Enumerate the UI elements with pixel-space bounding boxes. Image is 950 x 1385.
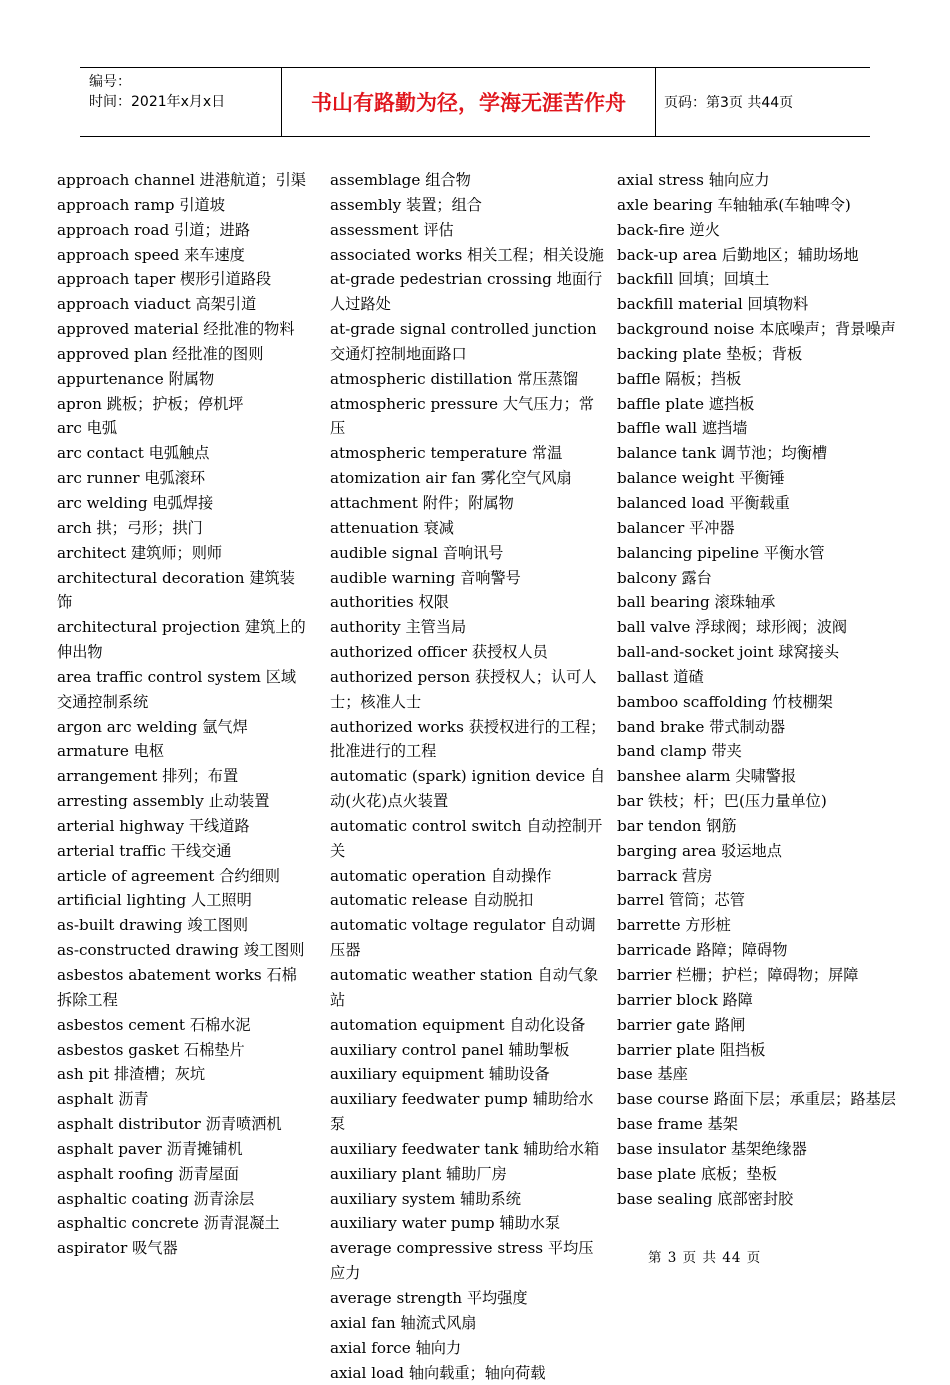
glossary-entry: authorized officer 获授权人员 (330, 640, 606, 665)
glossary-entry: base plate 底板；垫板 (617, 1162, 897, 1187)
glossary-entry: axial stress 轴向应力 (617, 168, 897, 193)
glossary-entry: automatic voltage regulator 自动调压器 (330, 913, 606, 963)
glossary-entry: audible signal 音响讯号 (330, 541, 606, 566)
glossary-entry: back-up area 后勤地区；辅助场地 (617, 243, 897, 268)
glossary-entry: approved material 经批准的物料 (57, 317, 309, 342)
glossary-entry: backing plate 垫板；背板 (617, 342, 897, 367)
glossary-entry: backfill 回填；回填土 (617, 267, 897, 292)
glossary-entry: assessment 评估 (330, 218, 606, 243)
glossary-entry: auxiliary control panel 辅助掣板 (330, 1038, 606, 1063)
glossary-entry: ball valve 浮球阀；球形阀；波阀 (617, 615, 897, 640)
glossary-entry: back-fire 逆火 (617, 218, 897, 243)
glossary-entry: automatic operation 自动操作 (330, 864, 606, 889)
glossary-entry: arc 电弧 (57, 416, 309, 441)
glossary-entry: band brake 带式制动器 (617, 715, 897, 740)
glossary-entry: barrier gate 路闸 (617, 1013, 897, 1038)
glossary-entry: barrier block 路障 (617, 988, 897, 1013)
glossary-entry: automatic weather station 自动气象站 (330, 963, 606, 1013)
glossary-entry: attenuation 衰减 (330, 516, 606, 541)
glossary-entry: asbestos gasket 石棉垫片 (57, 1038, 309, 1063)
glossary-entry: base 基座 (617, 1062, 897, 1087)
glossary-entry: base frame 基架 (617, 1112, 897, 1137)
glossary-entry: band clamp 带夹 (617, 739, 897, 764)
glossary-entry: barrier plate 阻挡板 (617, 1038, 897, 1063)
glossary-entry: balancer 平冲器 (617, 516, 897, 541)
header-page-number: 页码：第3页 共44页 (656, 68, 870, 136)
glossary-entry: ash pit 排渣槽；灰坑 (57, 1062, 309, 1087)
glossary-entry: associated works 相关工程；相关设施 (330, 243, 606, 268)
glossary-entry: ball bearing 滚珠轴承 (617, 590, 897, 615)
glossary-entry: arc contact 电弧触点 (57, 441, 309, 466)
glossary-entry: atomization air fan 雾化空气风扇 (330, 466, 606, 491)
glossary-entry: ball-and-socket joint 球窝接头 (617, 640, 897, 665)
glossary-entry: at-grade signal controlled junction 交通灯控制地面路口 (330, 317, 606, 367)
glossary-entry: asphalt distributor 沥青喷洒机 (57, 1112, 309, 1137)
glossary-entry: atmospheric distillation 常压蒸馏 (330, 367, 606, 392)
glossary-entry: armature 电枢 (57, 739, 309, 764)
glossary-entry: attachment 附件；附属物 (330, 491, 606, 516)
glossary-entry: auxiliary feedwater tank 辅助给水箱 (330, 1137, 606, 1162)
glossary-entry: appurtenance 附属物 (57, 367, 309, 392)
glossary-entry: axle bearing 车轴轴承(车轴啤令) (617, 193, 897, 218)
glossary-entry: arc runner 电弧滚环 (57, 466, 309, 491)
glossary-entry: auxiliary system 辅助系统 (330, 1187, 606, 1212)
glossary-entry: area traffic control system 区域交通控制系统 (57, 665, 309, 715)
glossary-entry: as-built drawing 竣工图则 (57, 913, 309, 938)
glossary-entry: atmospheric temperature 常温 (330, 441, 606, 466)
glossary-entry: audible warning 音响警号 (330, 566, 606, 591)
glossary-entry: bar tendon 钢筋 (617, 814, 897, 839)
glossary-entry: barricade 路障；障碍物 (617, 938, 897, 963)
glossary-entry: automatic (spark) ignition device 自动(火花)点火装置 (330, 764, 606, 814)
page-footer: 第 3 页 共 44 页 (648, 1246, 761, 1266)
glossary-entry: background noise 本底噪声；背景噪声 (617, 317, 897, 342)
glossary-entry: approach speed 来车速度 (57, 243, 309, 268)
glossary-entry: barging area 驳运地点 (617, 839, 897, 864)
glossary-entry: backfill material 回填物料 (617, 292, 897, 317)
glossary-column-3 (617, 168, 897, 1211)
glossary-entry: arresting assembly 止动装置 (57, 789, 309, 814)
document-time-label: 时间：2021年x月x日 (89, 92, 281, 112)
glossary-entry: aspirator 吸气器 (57, 1236, 309, 1261)
glossary-entry: balance weight 平衡锤 (617, 466, 897, 491)
glossary-column-1 (57, 168, 309, 1261)
page-header (80, 67, 870, 137)
glossary-entry: baffle wall 遮挡墙 (617, 416, 897, 441)
glossary-entry: authorized works 获授权进行的工程；批准进行的工程 (330, 715, 606, 765)
glossary-entry: arc welding 电弧焊接 (57, 491, 309, 516)
glossary-entry: approach taper 楔形引道路段 (57, 267, 309, 292)
header-meta-cell (80, 68, 282, 136)
glossary-entry: balcony 露台 (617, 566, 897, 591)
glossary-entry: baffle plate 遮挡板 (617, 392, 897, 417)
glossary-entry: base insulator 基架绝缘器 (617, 1137, 897, 1162)
glossary-entry: argon arc welding 氩气焊 (57, 715, 309, 740)
glossary-entry: asphalt paver 沥青摊铺机 (57, 1137, 309, 1162)
glossary-entry: assemblage 组合物 (330, 168, 606, 193)
glossary-entry: asphaltic coating 沥青涂层 (57, 1187, 309, 1212)
glossary-entry: bamboo scaffolding 竹枝棚架 (617, 690, 897, 715)
glossary-entry: architect 建筑师；则师 (57, 541, 309, 566)
glossary-entry: at-grade pedestrian crossing 地面行人过路处 (330, 267, 606, 317)
glossary-entry: approach road 引道；进路 (57, 218, 309, 243)
glossary-entry: balance tank 调节池；均衡槽 (617, 441, 897, 466)
glossary-entry: barrack 营房 (617, 864, 897, 889)
glossary-entry: ballast 道碴 (617, 665, 897, 690)
glossary-entry: arterial traffic 干线交通 (57, 839, 309, 864)
glossary-column-2 (330, 168, 606, 1385)
glossary-entry: barrette 方形桩 (617, 913, 897, 938)
glossary-entry: approved plan 经批准的图则 (57, 342, 309, 367)
document-number-label: 编号： (89, 72, 281, 92)
glossary-entry: auxiliary water pump 辅助水泵 (330, 1211, 606, 1236)
glossary-entry: automatic control switch 自动控制开关 (330, 814, 606, 864)
glossary-entry: arch 拱；弓形；拱门 (57, 516, 309, 541)
glossary-entry: base course 路面下层；承重层；路基层 (617, 1087, 897, 1112)
glossary-entry: barrier 栏栅；护栏；障碍物；屏障 (617, 963, 897, 988)
glossary-entry: authority 主管当局 (330, 615, 606, 640)
glossary-entry: approach channel 进港航道；引渠 (57, 168, 309, 193)
glossary-entry: article of agreement 合约细则 (57, 864, 309, 889)
glossary-entry: authorities 权限 (330, 590, 606, 615)
glossary-entry: banshee alarm 尖啸警报 (617, 764, 897, 789)
glossary-entry: bar 铁枝；杆；巴(压力量单位) (617, 789, 897, 814)
glossary-entry: artificial lighting 人工照明 (57, 888, 309, 913)
glossary-entry: axial force 轴向力 (330, 1336, 606, 1361)
glossary-entry: balancing pipeline 平衡水管 (617, 541, 897, 566)
header-motto: 书山有路勤为径，学海无涯苦作舟 (282, 68, 656, 136)
glossary-entry: auxiliary feedwater pump 辅助给水泵 (330, 1087, 606, 1137)
glossary-entry: barrel 管筒；芯管 (617, 888, 897, 913)
glossary-entry: balanced load 平衡载重 (617, 491, 897, 516)
glossary-entry: asbestos abatement works 石棉拆除工程 (57, 963, 309, 1013)
glossary-entry: average strength 平均强度 (330, 1286, 606, 1311)
glossary-entry: architectural projection 建筑上的伸出物 (57, 615, 309, 665)
glossary-entry: assembly 装置；组合 (330, 193, 606, 218)
glossary-entry: asphalt 沥青 (57, 1087, 309, 1112)
glossary-entry: authorized person 获授权人；认可人士；核准人士 (330, 665, 606, 715)
glossary-entry: arterial highway 干线道路 (57, 814, 309, 839)
glossary-entry: automatic release 自动脱扣 (330, 888, 606, 913)
glossary-entry: base sealing 底部密封胶 (617, 1187, 897, 1212)
glossary-entry: baffle 隔板；挡板 (617, 367, 897, 392)
glossary-entry: approach viaduct 高架引道 (57, 292, 309, 317)
glossary-entry: arrangement 排列；布置 (57, 764, 309, 789)
glossary-entry: asbestos cement 石棉水泥 (57, 1013, 309, 1038)
glossary-entry: asphaltic concrete 沥青混凝土 (57, 1211, 309, 1236)
glossary-entry: auxiliary plant 辅助厂房 (330, 1162, 606, 1187)
glossary-entry: average compressive stress 平均压应力 (330, 1236, 606, 1286)
glossary-entry: approach ramp 引道坡 (57, 193, 309, 218)
glossary-entry: automation equipment 自动化设备 (330, 1013, 606, 1038)
glossary-entry: axial fan 轴流式风扇 (330, 1311, 606, 1336)
glossary-entry: auxiliary equipment 辅助设备 (330, 1062, 606, 1087)
glossary-entry: architectural decoration 建筑装饰 (57, 566, 309, 616)
glossary-entry: asphalt roofing 沥青屋面 (57, 1162, 309, 1187)
glossary-entry: apron 跳板；护板；停机坪 (57, 392, 309, 417)
glossary-entry: as-constructed drawing 竣工图则 (57, 938, 309, 963)
glossary-entry: axial load 轴向载重；轴向荷载 (330, 1361, 606, 1385)
glossary-entry: atmospheric pressure 大气压力；常压 (330, 392, 606, 442)
